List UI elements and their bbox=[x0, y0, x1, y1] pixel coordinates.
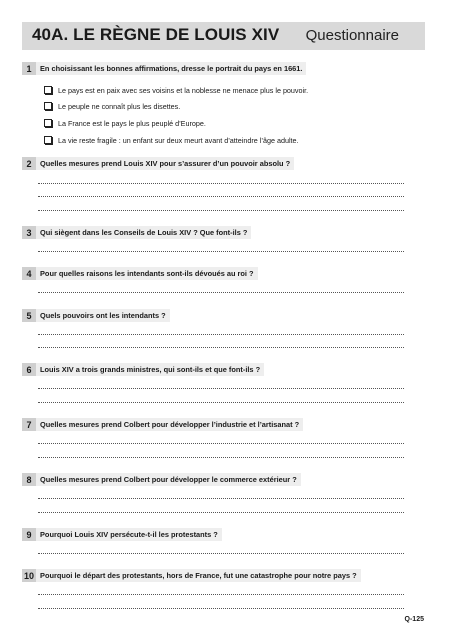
question-number: 8 bbox=[22, 473, 36, 486]
question-3 bbox=[22, 226, 251, 239]
choice-4[interactable] bbox=[44, 135, 299, 145]
question-10 bbox=[22, 569, 361, 582]
question-number: 7 bbox=[22, 418, 36, 431]
worksheet-header bbox=[22, 22, 425, 50]
choice-label: La France est le pays le plus peuplé d’Europe. bbox=[58, 118, 206, 128]
question-6 bbox=[22, 363, 264, 376]
question-text: Quelles mesures prend Colbert pour développer le commerce extérieur ? bbox=[36, 473, 301, 486]
answer-line[interactable] bbox=[38, 388, 404, 389]
answer-line[interactable] bbox=[38, 457, 404, 458]
question-number: 10 bbox=[24, 570, 35, 581]
answer-line[interactable] bbox=[38, 512, 404, 513]
question-number: 5 bbox=[22, 309, 36, 322]
answer-line[interactable] bbox=[38, 196, 404, 197]
question-number: 6 bbox=[22, 363, 36, 376]
answer-line[interactable] bbox=[38, 443, 404, 444]
answer-line[interactable] bbox=[38, 402, 404, 403]
choice-label: Le peuple ne connaît plus les disettes. bbox=[58, 101, 181, 111]
answer-line[interactable] bbox=[38, 210, 404, 211]
question-number: 3 bbox=[22, 226, 36, 239]
question-text: Pourquoi le départ des protestants, hors de France, fut une catastrophe pour notre pays ? bbox=[36, 569, 361, 582]
question-text: Quelles mesures prend Louis XIV pour s’assurer d’un pouvoir absolu ? bbox=[36, 157, 294, 170]
question-text: Pour quelles raisons les intendants sont-ils dévoués au roi ? bbox=[36, 267, 258, 280]
answer-line[interactable] bbox=[38, 183, 404, 184]
choice-1[interactable] bbox=[44, 85, 308, 95]
question-8 bbox=[22, 473, 301, 486]
choice-2[interactable] bbox=[44, 101, 180, 111]
choice-label: La vie reste fragile : un enfant sur deux meurt avant d’atteindre l’âge adulte. bbox=[58, 135, 299, 145]
checkbox-icon[interactable] bbox=[44, 102, 52, 110]
answer-line[interactable] bbox=[38, 594, 404, 595]
question-text: Quels pouvoirs ont les intendants ? bbox=[36, 309, 170, 322]
answer-line[interactable] bbox=[38, 608, 404, 609]
question-4 bbox=[22, 267, 258, 280]
choice-3[interactable] bbox=[44, 118, 206, 128]
question-2 bbox=[22, 157, 294, 170]
page-title: 40A. LE RÈGNE DE LOUIS XIV bbox=[32, 25, 280, 44]
question-number: 4 bbox=[22, 267, 36, 280]
question-text: Pourquoi Louis XIV persécute-t-il les protestants ? bbox=[36, 528, 222, 541]
page-number: Q-125 bbox=[404, 616, 424, 623]
question-text: Qui siègent dans les Conseils de Louis XIV ? Que font-ils ? bbox=[36, 226, 251, 239]
checkbox-icon[interactable] bbox=[44, 86, 52, 94]
answer-line[interactable] bbox=[38, 347, 404, 348]
question-7 bbox=[22, 418, 303, 431]
question-1 bbox=[22, 62, 306, 75]
answer-line[interactable] bbox=[38, 292, 404, 293]
answer-line[interactable] bbox=[38, 553, 404, 554]
question-text: Quelles mesures prend Colbert pour développer l’industrie et l’artisanat ? bbox=[36, 418, 303, 431]
question-5 bbox=[22, 309, 170, 322]
question-number: 9 bbox=[22, 528, 36, 541]
question-9 bbox=[22, 528, 222, 541]
checkbox-icon[interactable] bbox=[44, 119, 52, 127]
question-number: 2 bbox=[22, 157, 36, 170]
answer-line[interactable] bbox=[38, 498, 404, 499]
answer-line[interactable] bbox=[38, 334, 404, 335]
question-text: Louis XIV a trois grands ministres, qui sont-ils et que font-ils ? bbox=[36, 363, 264, 376]
checkbox-icon[interactable] bbox=[44, 136, 52, 144]
question-number: 1 bbox=[22, 62, 36, 75]
question-text: En choisissant les bonnes affirmations, dresse le portrait du pays en 1661. bbox=[36, 62, 306, 75]
choice-label: Le pays est en paix avec ses voisins et la noblesse ne menace plus le pouvoir. bbox=[58, 85, 309, 95]
page-subtitle: Questionnaire bbox=[305, 27, 399, 44]
answer-line[interactable] bbox=[38, 251, 404, 252]
